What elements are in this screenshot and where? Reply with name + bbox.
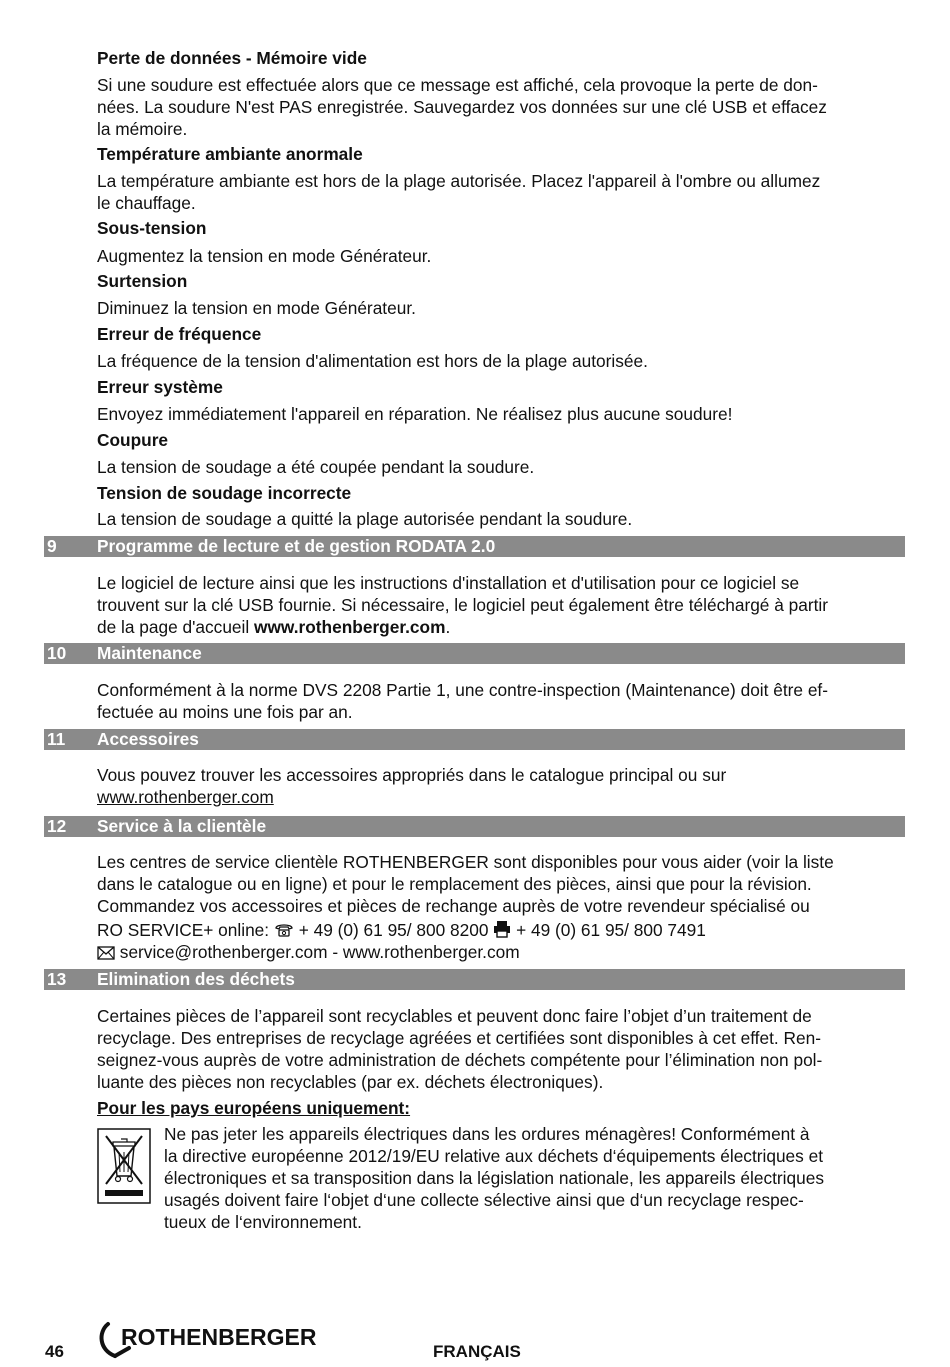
chapter-number: 12: [47, 816, 67, 836]
chapter-number: 11: [47, 729, 66, 749]
service-contact-line: [97, 919, 907, 943]
text-ambient-temp: La température ambiante est hors de la plage autorisée. Placez l'appareil à l'ombre ou allumez le chauffage.: [97, 171, 821, 213]
heading-data-loss: Perte de données - Mémoire vide: [97, 48, 367, 68]
chapter-11-header: [44, 729, 905, 750]
chapter-9-body: Le logiciel de lecture ainsi que les instructions d'installation et d'utilisation pour ce logiciel se trouvent sur la clé USB fournie. Si nécessaire, le logiciel peut également être téléchargé à partir de la page d'accueil: [97, 573, 829, 637]
fax-icon: [493, 920, 511, 943]
heading-ambient-temp: Température ambiante anormale: [97, 144, 363, 164]
text-cutoff: La tension de soudage a été coupée pendant la soudure.: [97, 457, 535, 477]
text-overvoltage: Diminuez la tension en mode Générateur.: [97, 298, 416, 318]
heading-overvoltage: Surtension: [97, 271, 188, 291]
chapter-number: 13: [47, 969, 67, 989]
chapter-12-header: [44, 816, 905, 837]
accessories-link[interactable]: www.rothenberger.com: [97, 787, 274, 807]
accessories-link-line: [97, 786, 907, 808]
phone-icon: [274, 921, 294, 943]
chapter-number: 9: [47, 536, 57, 556]
service-email-line: [97, 941, 907, 965]
text-frequency: La fréquence de la tension d'alimentation est hors de la plage autorisée.: [97, 351, 648, 371]
homepage-link[interactable]: www.rothenberger.com: [254, 617, 446, 637]
language-label: FRANÇAIS: [433, 1342, 521, 1361]
weee-bin-icon: [97, 1128, 151, 1209]
chapter-13-header: [44, 969, 905, 990]
mail-icon: [97, 943, 115, 965]
chapter-9-header: [44, 536, 905, 557]
heading-wrong-voltage: Tension de soudage incorrecte: [97, 483, 352, 503]
text-chapter-9: [97, 572, 907, 638]
text-wrong-voltage: La tension de soudage a quitté la plage autorisée pendant la soudure.: [97, 509, 633, 529]
service-email[interactable]: service@rothenberger.com - www.rothenberger.com: [115, 942, 520, 962]
chapter-title: Maintenance: [97, 643, 202, 663]
text-chapter-11: Vous pouvez trouver les accessoires appropriés dans le catalogue principal ou sur: [97, 765, 727, 785]
service-fax: + 49 (0) 61 95/ 800 7491: [511, 920, 706, 940]
text-system-error: Envoyez immédiatement l'appareil en réparation. Ne réalisez plus aucune soudure!: [97, 404, 733, 424]
heading-cutoff: Coupure: [97, 430, 169, 450]
chapter-title: Programme de lecture et de gestion RODATA 2.0: [97, 536, 496, 556]
chapter-title: Elimination des déchets: [97, 969, 295, 989]
heading-eu-only: Pour les pays européens uniquement:: [97, 1098, 411, 1118]
chapter-10-header: [44, 643, 905, 664]
text-undervoltage: Augmentez la tension en mode Générateur.: [97, 246, 432, 266]
text-chapter-10: Conformément à la norme DVS 2208 Partie 1, une contre-inspection (Maintenance) doit être ef- fectuée au moins une fois par an.: [97, 680, 828, 722]
text-chapter-13: Certaines pièces de l’appareil sont recyclables et peuvent donc faire l’objet d’un traitement de recyclage. Des entreprises de recyclage agréées et certifiées sont disponibles à cet effet. Ren- seignez-vous auprès de votre administration de déchets compétente pour l’élimination non pol- luante des pièces non recyclables (par ex. déchets électroniques).: [97, 1006, 823, 1092]
service-online-label: RO SERVICE+ online:: [97, 920, 274, 940]
brand-name: ROTHENBERGER: [121, 1324, 317, 1350]
text-chapter-12: Les centres de service clientèle ROTHENBERGER sont disponibles pour vous aider (voir la liste dans le catalogue ou en ligne) et pour le remplacement des pièces, ainsi que pour la révision. Commandez vos accessoires et pièces de rechange auprès de votre revendeur spécialisé ou: [97, 852, 834, 916]
chapter-title: Accessoires: [97, 729, 199, 749]
text-data-loss: Si une soudure est effectuée alors que ce message est affiché, cela provoque la perte de don- nées. La soudure N'est PAS enregistrée. Sauvegardez vos données sur une clé USB et effacez la mémoire.: [97, 75, 827, 139]
chapter-number: 10: [47, 643, 67, 663]
page-number: 46: [45, 1342, 64, 1361]
sentence-end: .: [445, 617, 451, 637]
brand-logo: [95, 1318, 347, 1367]
heading-system-error: Erreur système: [97, 377, 223, 397]
service-phone[interactable]: + 49 (0) 61 95/ 800 8200: [293, 920, 494, 940]
heading-frequency: Erreur de fréquence: [97, 324, 262, 344]
heading-undervoltage: Sous-tension: [97, 218, 207, 238]
text-eu-disposal: Ne pas jeter les appareils électriques dans les ordures ménagères! Conformément à la directive européenne 2012/19/EU relative aux déchets d‘équipements électriques et électroniques et sa transposition dans la législation nationale, les appareils électriques usagés doivent faire l‘objet d‘une collecte sélective ainsi que d‘un recyclage respec- tueux de l‘environnement.: [164, 1124, 824, 1232]
chapter-title: Service à la clientèle: [97, 816, 267, 836]
